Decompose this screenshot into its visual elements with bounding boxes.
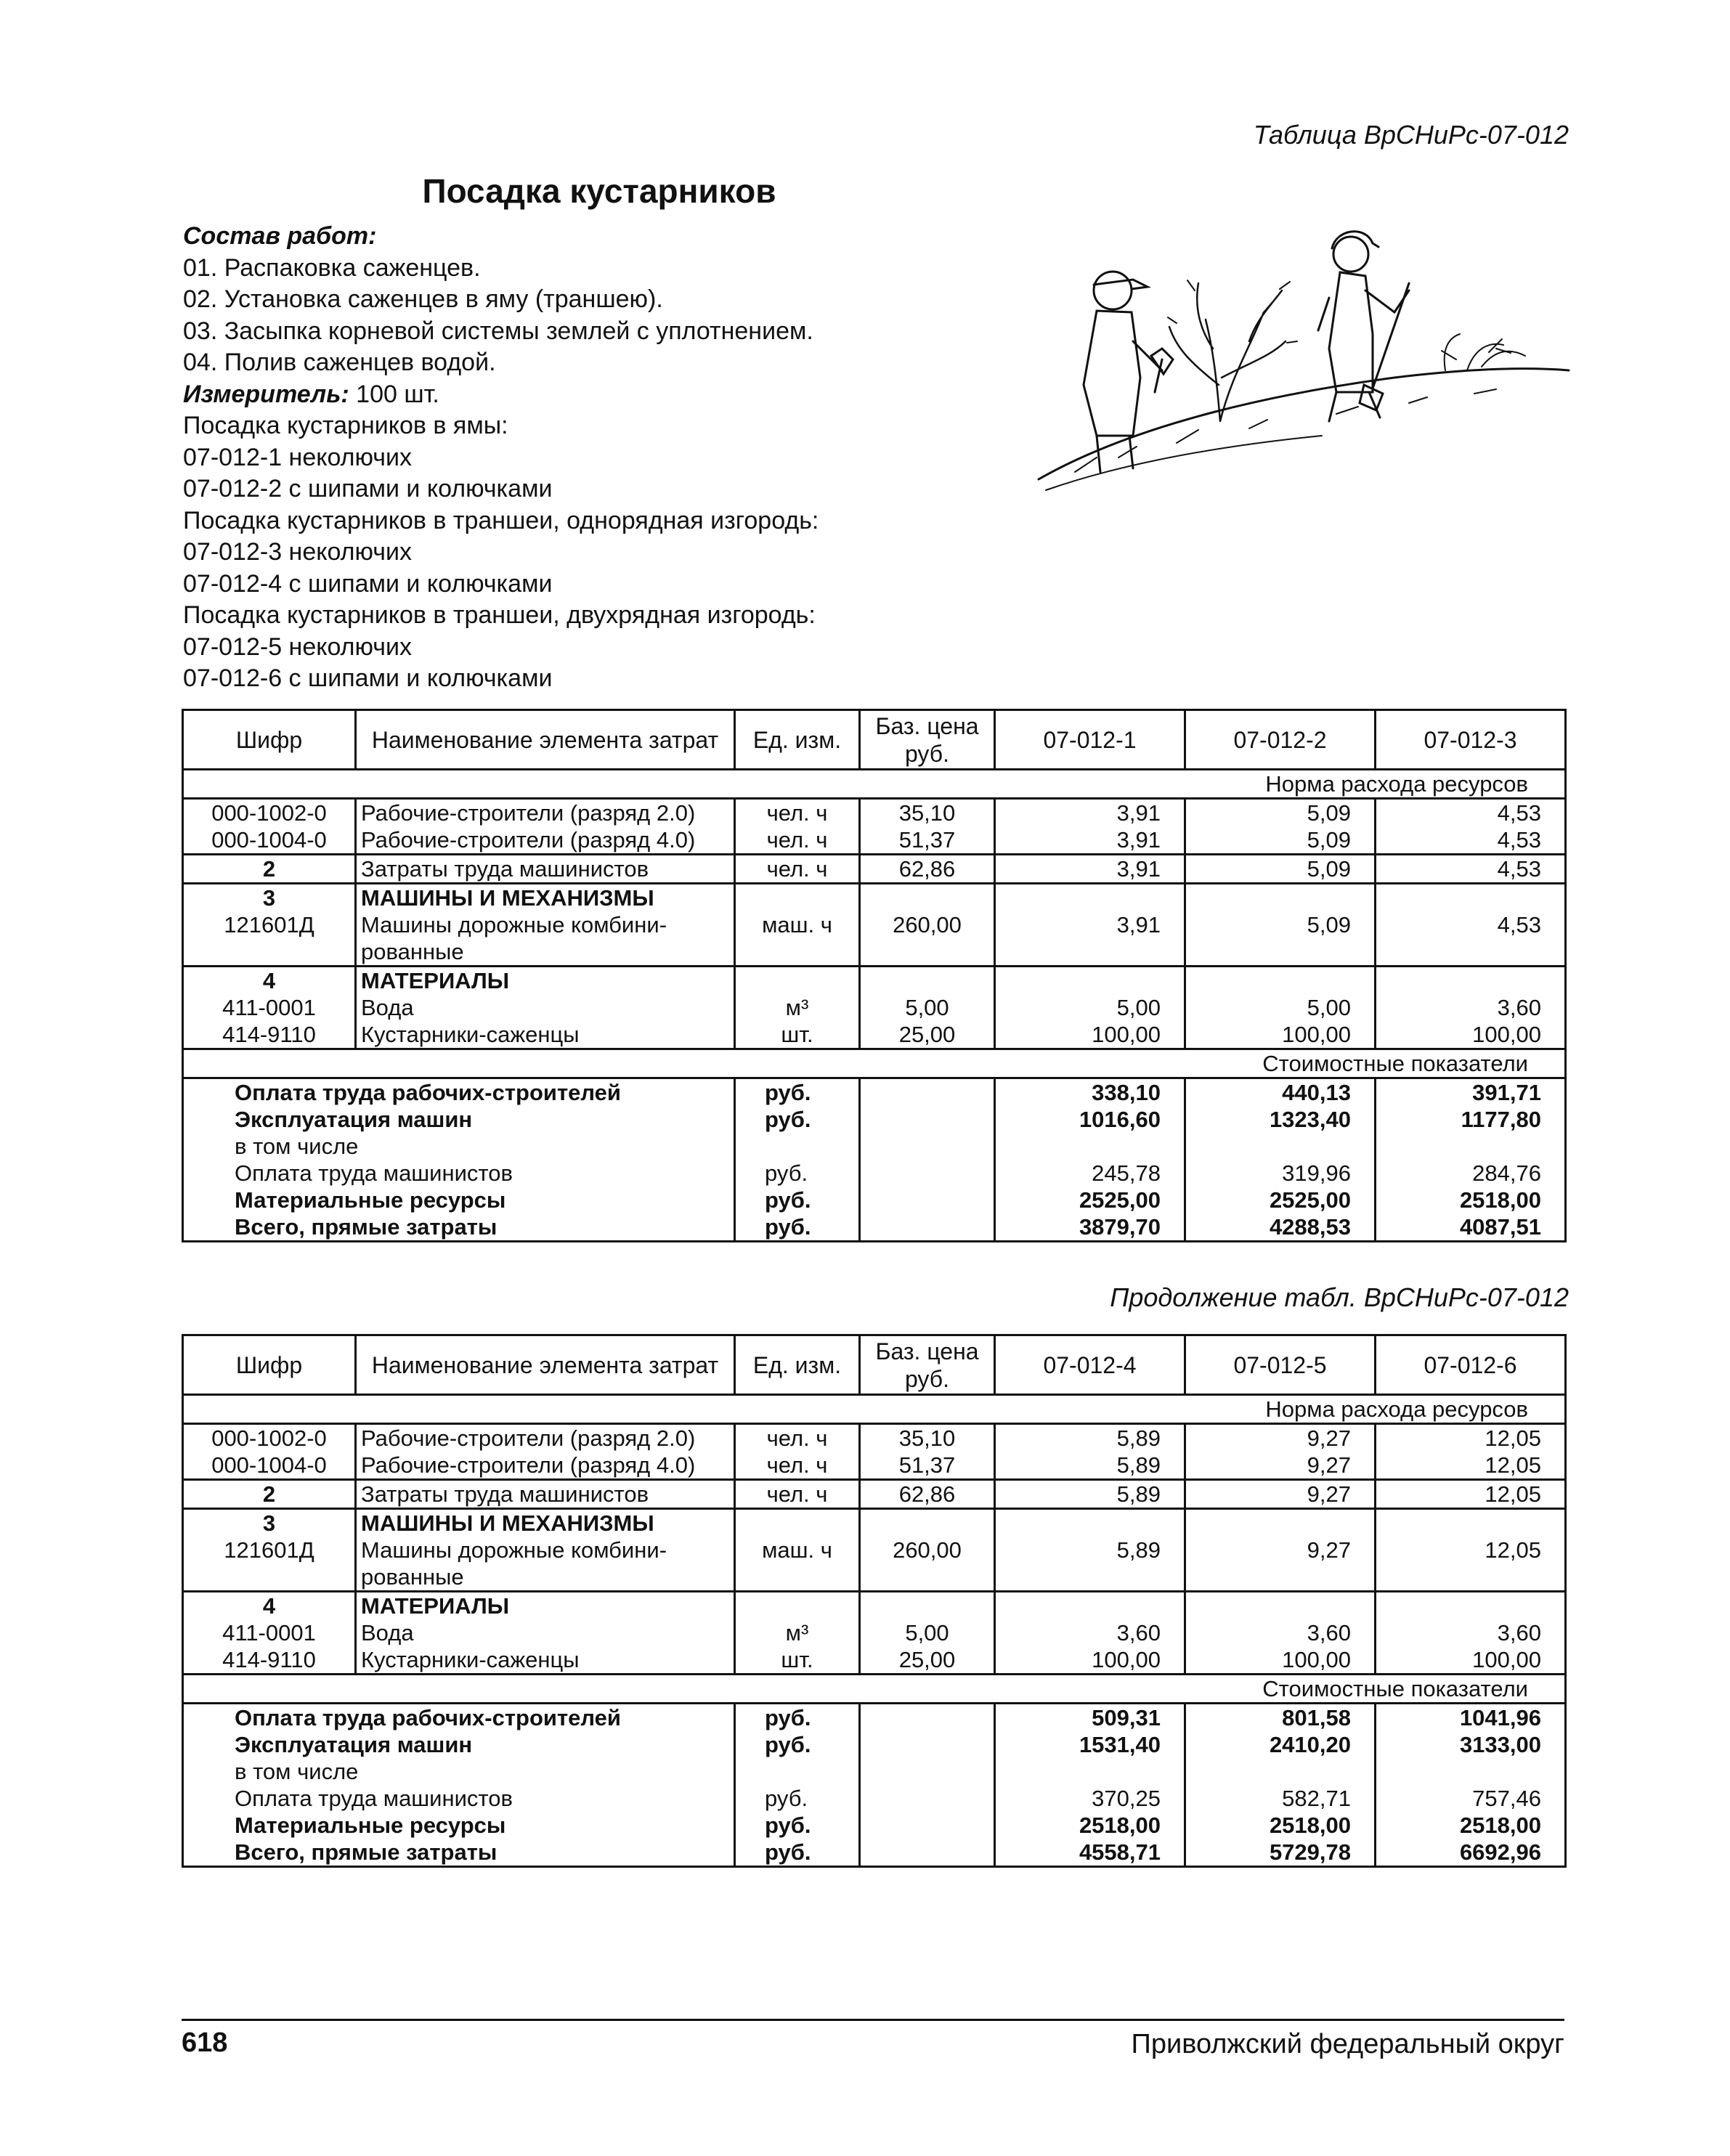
row-unit: чел. ч <box>735 1480 860 1509</box>
cost-row <box>183 1213 1566 1242</box>
works-item: 02. Установка саженцев в яму (траншею). <box>183 285 663 313</box>
row-unit: м³ <box>735 1619 860 1646</box>
row-unit: чел. ч <box>735 1452 860 1480</box>
cost-value: 391,71 <box>1376 1078 1566 1107</box>
table-row <box>183 1480 1566 1509</box>
row-name: МАШИНЫ И МЕХАНИЗМЫ <box>356 884 735 912</box>
cost-row <box>183 1106 1566 1133</box>
row-name: Машины дорожные комбини- <box>356 911 735 938</box>
row-value: 4,53 <box>1376 826 1566 855</box>
row-value: 12,05 <box>1376 1424 1566 1452</box>
row-name: Затраты труда машинистов <box>356 855 735 884</box>
row-unit: маш. ч <box>735 911 860 938</box>
row-price: 5,00 <box>860 1619 995 1646</box>
table-row <box>183 1021 1566 1049</box>
row-code: 000-1002-0 <box>183 1424 356 1452</box>
cost-value: 2518,00 <box>1185 1812 1376 1839</box>
cost-name: Эксплуатация машин <box>183 1106 735 1133</box>
cost-unit: руб. <box>735 1213 860 1242</box>
cost-name: Материальные ресурсы <box>183 1187 735 1213</box>
cost-unit: руб. <box>735 1078 860 1107</box>
row-name: рованные <box>356 1563 735 1592</box>
cost-value: 284,76 <box>1376 1160 1566 1187</box>
row-code: 3 <box>183 1509 356 1537</box>
row-code: 121601Д <box>183 911 356 938</box>
row-name: Рабочие-строители (разряд 2.0) <box>356 1424 735 1452</box>
table-row <box>183 1537 1566 1563</box>
row-value: 100,00 <box>1376 1021 1566 1049</box>
row-code: 4 <box>183 967 356 995</box>
section-row <box>183 1049 1566 1078</box>
row-value: 9,27 <box>1185 1424 1376 1452</box>
row-name: Вода <box>356 1619 735 1646</box>
cost-value: 2410,20 <box>1185 1731 1376 1758</box>
works-line: Посадка кустарников в ямы: <box>183 412 508 439</box>
row-price: 25,00 <box>860 1021 995 1049</box>
cost-row <box>183 1078 1566 1107</box>
cost-unit: руб. <box>735 1704 860 1732</box>
row-value: 100,00 <box>995 1021 1185 1049</box>
cost-name: Всего, прямые затраты <box>183 1213 735 1242</box>
row-price: 62,86 <box>860 1480 995 1509</box>
works-line: 07-012-4 с шипами и колючками <box>183 569 553 598</box>
works-item: 01. Распаковка саженцев. <box>183 253 481 282</box>
row-unit: м³ <box>735 994 860 1021</box>
row-price: 51,37 <box>860 1452 995 1480</box>
cost-value: 2525,00 <box>1185 1187 1376 1213</box>
cost-value: 582,71 <box>1185 1785 1376 1812</box>
works-line: 07-012-1 неколючих <box>183 443 412 471</box>
header-price: Баз. цена руб. <box>860 710 995 770</box>
row-unit: чел. ч <box>735 855 860 884</box>
cost-name: Всего, прямые затраты <box>183 1839 735 1867</box>
cost-value: 1177,80 <box>1376 1106 1566 1133</box>
cost-value: 2525,00 <box>995 1187 1185 1213</box>
header-col: 07-012-2 <box>1185 710 1376 770</box>
cost-value: 3879,70 <box>995 1213 1185 1242</box>
measure-label: Измеритель: <box>183 380 349 408</box>
row-code: 121601Д <box>183 1537 356 1563</box>
cost-value: 2518,00 <box>1376 1812 1566 1839</box>
cost-unit: руб. <box>735 1839 860 1867</box>
cost-value: 370,25 <box>995 1785 1185 1812</box>
header-col: 07-012-6 <box>1376 1335 1566 1395</box>
cost-name: Оплата труда машинистов <box>183 1785 735 1812</box>
row-value: 5,00 <box>995 994 1185 1021</box>
row-value: 5,09 <box>1185 799 1376 827</box>
resource-table-1 <box>182 709 1567 1242</box>
cost-row <box>183 1187 1566 1213</box>
row-code: 411-0001 <box>183 1619 356 1646</box>
works-line: 07-012-2 с шипами и колючками <box>183 475 553 503</box>
row-price: 35,10 <box>860 1424 995 1452</box>
table-row <box>183 826 1566 855</box>
row-value: 4,53 <box>1376 911 1566 938</box>
section-row <box>183 770 1566 799</box>
row-name: рованные <box>356 938 735 967</box>
resource-table-2 <box>182 1334 1567 1868</box>
row-price: 5,00 <box>860 994 995 1021</box>
table-row <box>183 967 1566 995</box>
row-name: Машины дорожные комбини- <box>356 1537 735 1563</box>
cost-value: 5729,78 <box>1185 1839 1376 1867</box>
footer-divider <box>182 2019 1564 2021</box>
page-title: Посадка кустарников <box>422 172 776 210</box>
row-code: 3 <box>183 884 356 912</box>
cost-value: 319,96 <box>1185 1160 1376 1187</box>
row-code: 000-1004-0 <box>183 826 356 855</box>
cost-name: Оплата труда рабочих-строителей <box>183 1078 735 1107</box>
row-unit: чел. ч <box>735 799 860 827</box>
cost-unit: руб. <box>735 1731 860 1758</box>
works-item: 03. Засыпка корневой системы землей с уплотнением. <box>183 317 813 345</box>
row-value: 3,60 <box>1376 1619 1566 1646</box>
row-value: 9,27 <box>1185 1452 1376 1480</box>
row-value: 4,53 <box>1376 855 1566 884</box>
row-value: 5,09 <box>1185 826 1376 855</box>
illustration-planting-icon <box>1031 203 1583 494</box>
cost-row <box>183 1731 1566 1758</box>
table-row <box>183 1563 1566 1592</box>
row-value: 5,89 <box>995 1480 1185 1509</box>
row-value: 3,91 <box>995 799 1185 827</box>
section-row <box>183 1395 1566 1424</box>
cost-row <box>183 1785 1566 1812</box>
section-norm-label: Норма расхода ресурсов <box>183 1395 1566 1424</box>
cost-value: 1041,96 <box>1376 1704 1566 1732</box>
cost-name: Оплата труда рабочих-строителей <box>183 1704 735 1732</box>
row-value: 3,60 <box>995 1619 1185 1646</box>
header-unit: Ед. изм. <box>735 1335 860 1395</box>
row-code: 2 <box>183 1480 356 1509</box>
row-value: 12,05 <box>1376 1452 1566 1480</box>
row-value: 5,00 <box>1185 994 1376 1021</box>
row-price: 260,00 <box>860 1537 995 1563</box>
table-row <box>183 1452 1566 1480</box>
row-value: 5,89 <box>995 1424 1185 1452</box>
header-col: 07-012-1 <box>995 710 1185 770</box>
cost-row <box>183 1839 1566 1867</box>
table-row <box>183 1509 1566 1537</box>
section-cost-label: Стоимостные показатели <box>183 1675 1566 1704</box>
row-value: 3,91 <box>995 911 1185 938</box>
row-price: 62,86 <box>860 855 995 884</box>
cost-value: 4288,53 <box>1185 1213 1376 1242</box>
header-name: Наименование элемента затрат <box>356 1335 735 1395</box>
cost-name: Оплата труда машинистов <box>183 1160 735 1187</box>
row-value: 5,89 <box>995 1537 1185 1563</box>
cost-row <box>183 1160 1566 1187</box>
table-row <box>183 994 1566 1021</box>
works-heading: Состав работ: <box>183 222 377 250</box>
row-value: 9,27 <box>1185 1537 1376 1563</box>
header-unit: Ед. изм. <box>735 710 860 770</box>
table-row <box>183 884 1566 912</box>
row-value: 3,91 <box>995 826 1185 855</box>
section-cost-label: Стоимостные показатели <box>183 1049 1566 1078</box>
table-row <box>183 1424 1566 1452</box>
cost-name: Материальные ресурсы <box>183 1812 735 1839</box>
header-col: 07-012-5 <box>1185 1335 1376 1395</box>
header-name: Наименование элемента затрат <box>356 710 735 770</box>
table-row <box>183 799 1566 827</box>
cost-unit: руб. <box>735 1812 860 1839</box>
cost-value: 2518,00 <box>1376 1187 1566 1213</box>
header-col: 07-012-3 <box>1376 710 1566 770</box>
row-name: Затраты труда машинистов <box>356 1480 735 1509</box>
cost-value: 3133,00 <box>1376 1731 1566 1758</box>
row-value: 4,53 <box>1376 799 1566 827</box>
cost-unit: руб. <box>735 1785 860 1812</box>
section-row <box>183 1675 1566 1704</box>
row-price: 51,37 <box>860 826 995 855</box>
row-value: 5,09 <box>1185 855 1376 884</box>
cost-name: Эксплуатация машин <box>183 1731 735 1758</box>
work-composition <box>183 221 819 695</box>
cost-value: 4558,71 <box>995 1839 1185 1867</box>
row-price: 25,00 <box>860 1646 995 1675</box>
table-row <box>183 1619 1566 1646</box>
row-name: МАТЕРИАЛЫ <box>356 967 735 995</box>
cost-value: 440,13 <box>1185 1078 1376 1107</box>
row-value: 5,09 <box>1185 911 1376 938</box>
footer-region: Приволжский федеральный округ <box>1131 2029 1564 2059</box>
row-name: Кустарники-саженцы <box>356 1021 735 1049</box>
row-code: 414-9110 <box>183 1021 356 1049</box>
row-code: 4 <box>183 1592 356 1620</box>
cost-value: 1531,40 <box>995 1731 1185 1758</box>
row-price: 35,10 <box>860 799 995 827</box>
row-code: 2 <box>183 855 356 884</box>
works-line: 07-012-5 неколючих <box>183 632 412 661</box>
row-unit: шт. <box>735 1646 860 1675</box>
measure-value: 100 шт. <box>349 380 439 408</box>
cost-name: в том числе <box>183 1758 735 1785</box>
cost-value: 509,31 <box>995 1704 1185 1732</box>
row-code: 000-1004-0 <box>183 1452 356 1480</box>
cost-value: 4087,51 <box>1376 1213 1566 1242</box>
cost-unit: руб. <box>735 1187 860 1213</box>
row-value: 100,00 <box>995 1646 1185 1675</box>
row-value: 3,60 <box>1376 994 1566 1021</box>
row-value: 100,00 <box>1376 1646 1566 1675</box>
works-line: Посадка кустарников в траншеи, однорядная изгородь: <box>183 506 819 534</box>
table-row <box>183 911 1566 938</box>
header-code: Шифр <box>183 710 356 770</box>
table-row <box>183 938 1566 967</box>
row-price: 260,00 <box>860 911 995 938</box>
row-name: Рабочие-строители (разряд 4.0) <box>356 1452 735 1480</box>
row-code: 000-1002-0 <box>183 799 356 827</box>
works-item: 04. Полив саженцев водой. <box>183 349 496 376</box>
works-line: 07-012-6 с шипами и колючками <box>183 664 553 692</box>
header-price: Баз. цена руб. <box>860 1335 995 1395</box>
cost-unit: руб. <box>735 1106 860 1133</box>
row-name: Рабочие-строители (разряд 2.0) <box>356 799 735 827</box>
cost-value: 2518,00 <box>995 1812 1185 1839</box>
works-line: 07-012-3 неколючих <box>183 538 412 566</box>
header-col: 07-012-4 <box>995 1335 1185 1395</box>
row-unit: чел. ч <box>735 1424 860 1452</box>
row-unit: шт. <box>735 1021 860 1049</box>
table-row <box>183 1592 1566 1620</box>
row-name: МАТЕРИАЛЫ <box>356 1592 735 1620</box>
row-value: 9,27 <box>1185 1480 1376 1509</box>
row-name: Вода <box>356 994 735 1021</box>
row-value: 12,05 <box>1376 1480 1566 1509</box>
row-code: 411-0001 <box>183 994 356 1021</box>
cost-value: 1016,60 <box>995 1106 1185 1133</box>
row-name: Рабочие-строители (разряд 4.0) <box>356 826 735 855</box>
works-line: Посадка кустарников в траншеи, двухрядная изгородь: <box>183 601 816 629</box>
cost-value: 1323,40 <box>1185 1106 1376 1133</box>
table-reference: Таблица ВрСНиРс-07-012 <box>1253 120 1569 150</box>
table-row <box>183 1646 1566 1675</box>
cost-value: 245,78 <box>995 1160 1185 1187</box>
row-value: 5,89 <box>995 1452 1185 1480</box>
cost-row <box>183 1758 1566 1785</box>
header-code: Шифр <box>183 1335 356 1395</box>
page-number: 618 <box>182 2027 228 2058</box>
row-value: 3,91 <box>995 855 1185 884</box>
row-value: 100,00 <box>1185 1646 1376 1675</box>
cost-value: 757,46 <box>1376 1785 1566 1812</box>
cost-row <box>183 1704 1566 1732</box>
cost-value: 801,58 <box>1185 1704 1376 1732</box>
row-unit: маш. ч <box>735 1537 860 1563</box>
row-value: 100,00 <box>1185 1021 1376 1049</box>
row-name: МАШИНЫ И МЕХАНИЗМЫ <box>356 1509 735 1537</box>
cost-value: 338,10 <box>995 1078 1185 1107</box>
continuation-reference: Продолжение табл. ВрСНиРс-07-012 <box>1110 1282 1569 1312</box>
row-value: 12,05 <box>1376 1537 1566 1563</box>
cost-row <box>183 1812 1566 1839</box>
cost-unit: руб. <box>735 1160 860 1187</box>
measure-line <box>183 379 819 411</box>
cost-row <box>183 1133 1566 1160</box>
row-code: 414-9110 <box>183 1646 356 1675</box>
row-name: Кустарники-саженцы <box>356 1646 735 1675</box>
cost-name: в том числе <box>183 1133 735 1160</box>
table-row <box>183 855 1566 884</box>
row-unit: чел. ч <box>735 826 860 855</box>
section-norm-label: Норма расхода ресурсов <box>183 770 1566 799</box>
row-value: 3,60 <box>1185 1619 1376 1646</box>
cost-value: 6692,96 <box>1376 1839 1566 1867</box>
